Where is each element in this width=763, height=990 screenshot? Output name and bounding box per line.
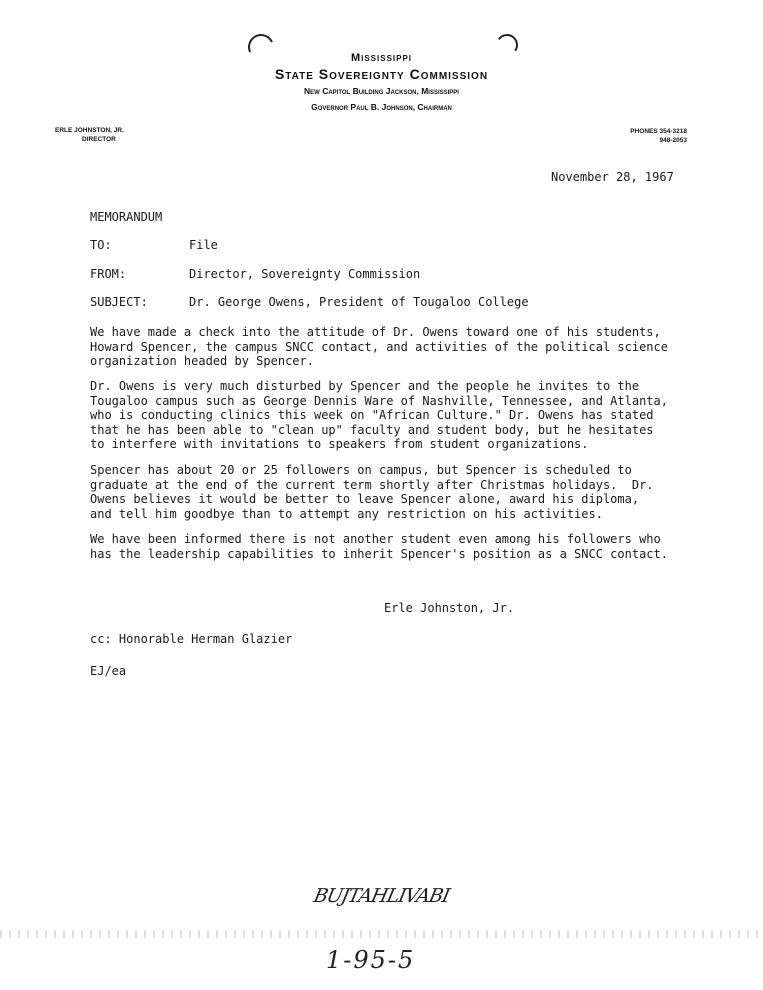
to-label: TO:: [90, 238, 112, 252]
letterhead-governor: Governor Paul B. Johnson, Chairman: [311, 102, 452, 112]
memo-date: November 28, 1967: [551, 170, 674, 184]
subject-label: SUBJECT:: [90, 295, 148, 309]
archive-stamp: BUJTAHLIVABI: [311, 885, 452, 907]
body-paragraph-1: We have made a check into the attitude of Dr. Owens toward one of his students, Howard Spencer, the campus SNCC contact, and activities of the political science organization headed by Spencer.: [90, 325, 668, 369]
letterhead-commission: State Sovereignty Commission: [274, 66, 489, 82]
letterhead-state: Mississippi: [350, 52, 413, 64]
memo-heading: MEMORANDUM: [90, 210, 163, 224]
from-label: FROM:: [90, 267, 127, 281]
phone-line-1: PHONES 354-3218: [630, 128, 687, 135]
subject-value: Dr. George Owens, President of Tougaloo College: [189, 295, 529, 309]
scan-noise: [0, 930, 763, 938]
body-paragraph-2: Dr. Owens is very much disturbed by Spencer and the people he invites to the Tougaloo campus such as George Dennis Ware of Nashville, Tennessee, and Atlanta, who is conducting clinics this week on "African Culture." Dr. Owens has stated that he has been able to "clean up" faculty and student body, but he hesitates to interfere with invitations to speakers from student organizations.: [90, 379, 668, 452]
from-value: Director, Sovereignty Commission: [189, 267, 421, 281]
director-name: ERLE JOHNSTON, JR.: [55, 127, 124, 134]
body-paragraph-4: We have been informed there is not another student even among his followers who has the leadership capabilities to inherit Spencer's position as a SNCC contact.: [90, 532, 668, 561]
to-value: File: [189, 238, 218, 252]
letterhead-address: New Capitol Building Jackson, Mississippi: [304, 86, 459, 96]
phone-line-2: 948-2053: [659, 137, 687, 144]
body-paragraph-3: Spencer has about 20 or 25 followers on campus, but Spencer is scheduled to graduate at the end of the current term shortly after Christmas holidays. Dr. Owens believes it would be better to leave Spencer alone, award his diploma, and tell him goodbye than to attempt any restriction on his activities.: [90, 463, 654, 521]
cc-line: cc: Honorable Herman Glazier: [90, 632, 293, 646]
phone-numbers: [630, 127, 687, 145]
signature-name: Erle Johnston, Jr.: [384, 601, 515, 615]
typist-initials: EJ/ea: [90, 664, 127, 678]
director-title: DIRECTOR: [82, 136, 116, 143]
handwritten-page-number: 1-95-5: [326, 946, 416, 974]
